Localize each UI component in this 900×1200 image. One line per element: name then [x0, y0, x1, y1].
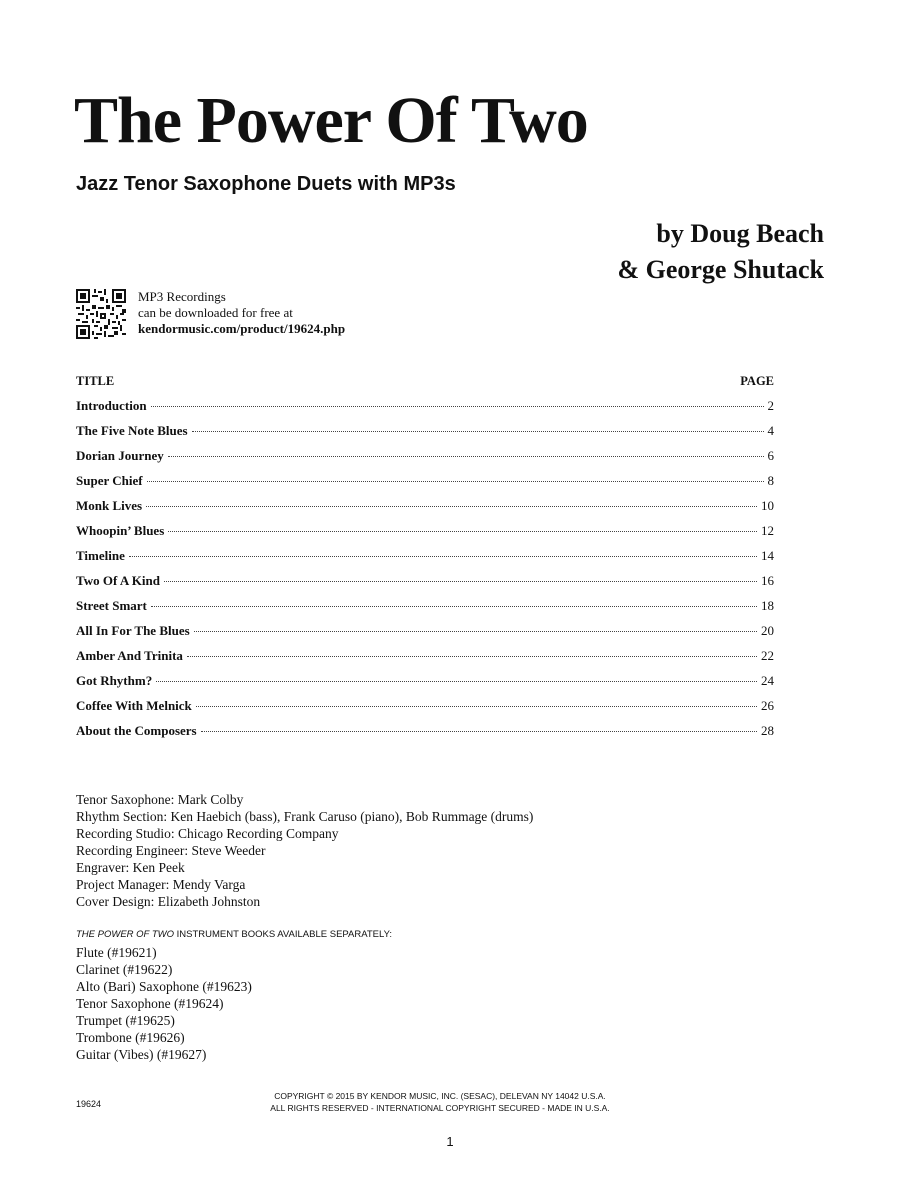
author-line: by Doug Beach	[656, 219, 824, 248]
toc-entry-page: 2	[767, 398, 774, 413]
toc-leader-dots	[151, 406, 764, 407]
toc-leader-dots	[196, 706, 757, 707]
toc-entry-title: Coffee With Melnick	[76, 698, 192, 713]
toc-leader-dots	[164, 581, 757, 582]
toc-leader-dots	[129, 556, 757, 557]
toc-entry-title: Dorian Journey	[76, 448, 164, 463]
toc-entry[interactable]	[76, 523, 774, 548]
toc-entry-page: 4	[767, 423, 774, 438]
toc-entry-title: Timeline	[76, 548, 125, 563]
toc-entry[interactable]	[76, 573, 774, 598]
credit-line: Engraver: Ken Peek	[76, 860, 185, 875]
toc-entry[interactable]	[76, 673, 774, 698]
books-list	[76, 944, 392, 1063]
copyright	[230, 1090, 650, 1114]
credit-line: Project Manager: Mendy Varga	[76, 877, 246, 892]
book-item: Trumpet (#19625)	[76, 1013, 175, 1028]
toc-entry-page: 24	[761, 673, 774, 688]
toc-leader-dots	[168, 456, 764, 457]
toc-leader-dots	[146, 506, 757, 507]
authors	[617, 216, 824, 288]
toc-entry-page: 28	[761, 723, 774, 738]
toc-page-header: PAGE	[740, 374, 774, 388]
toc-entry[interactable]	[76, 473, 774, 498]
toc-entry[interactable]	[76, 398, 774, 423]
book-item: Tenor Saxophone (#19624)	[76, 996, 224, 1011]
toc-leader-dots	[192, 431, 764, 432]
toc-entry-title: About the Composers	[76, 723, 197, 738]
toc-entry-page: 12	[761, 523, 774, 538]
toc-title-header: TITLE	[76, 374, 115, 388]
table-of-contents	[76, 398, 774, 748]
book-item: Flute (#19621)	[76, 945, 157, 960]
toc-entry[interactable]	[76, 723, 774, 748]
credits	[76, 791, 533, 910]
mp3-line: MP3 Recordings	[138, 289, 226, 304]
subtitle: Jazz Tenor Saxophone Duets with MP3s	[76, 173, 456, 195]
book-item: Alto (Bari) Saxophone (#19623)	[76, 979, 252, 994]
mp3-text	[138, 289, 345, 339]
toc-entry-title: Amber And Trinita	[76, 648, 183, 663]
toc-leader-dots	[201, 731, 757, 732]
toc-entry-title: Two Of A Kind	[76, 573, 160, 588]
author-line: & George Shutack	[617, 255, 824, 284]
book-item: Guitar (Vibes) (#19627)	[76, 1047, 207, 1062]
toc-entry[interactable]	[76, 448, 774, 473]
toc-entry-page: 10	[761, 498, 774, 513]
toc-leader-dots	[187, 656, 757, 657]
toc-entry[interactable]	[76, 648, 774, 673]
toc-leader-dots	[168, 531, 757, 532]
toc-header	[76, 374, 774, 389]
toc-leader-dots	[151, 606, 757, 607]
toc-leader-dots	[194, 631, 757, 632]
toc-entry-page: 8	[767, 473, 774, 488]
books-header	[76, 926, 392, 943]
page-number: 1	[446, 1134, 454, 1149]
credit-line: Recording Studio: Chicago Recording Company	[76, 826, 339, 841]
book-item: Clarinet (#19622)	[76, 962, 173, 977]
toc-entry[interactable]	[76, 548, 774, 573]
toc-entry-title: Super Chief	[76, 473, 143, 488]
copyright-line: ALL RIGHTS RESERVED - INTERNATIONAL COPYRIGHT SECURED - MADE IN U.S.A.	[270, 1103, 610, 1113]
toc-entry-page: 16	[761, 573, 774, 588]
toc-entry-page: 26	[761, 698, 774, 713]
toc-entry-title: Introduction	[76, 398, 147, 413]
toc-entry-title: Monk Lives	[76, 498, 143, 513]
toc-entry-title: Street Smart	[76, 598, 147, 613]
toc-entry[interactable]	[76, 423, 774, 448]
mp3-info	[76, 289, 345, 339]
toc-entry-title: Got Rhythm?	[76, 673, 153, 688]
toc-entry-title: All In For The Blues	[76, 623, 190, 638]
books-header-series: THE POWER OF TWO	[76, 929, 174, 940]
credit-line: Recording Engineer: Steve Weeder	[76, 843, 266, 858]
mp3-line: can be downloaded for free at	[138, 305, 293, 320]
credit-line: Cover Design: Elizabeth Johnston	[76, 894, 261, 909]
toc-entry[interactable]	[76, 598, 774, 623]
mp3-url-link[interactable]: kendormusic.com/product/19624.php	[138, 321, 346, 336]
toc-entry-page: 22	[761, 648, 774, 663]
books-header-text: INSTRUMENT BOOKS AVAILABLE SEPARATELY:	[174, 929, 393, 940]
book-item: Trombone (#19626)	[76, 1030, 185, 1045]
credit-line: Rhythm Section: Ken Haebich (bass), Frank Caruso (piano), Bob Rummage (drums)	[76, 809, 534, 824]
page-title: The Power Of Two	[74, 84, 588, 157]
toc-entry-page: 14	[761, 548, 774, 563]
credit-line: Tenor Saxophone: Mark Colby	[76, 792, 244, 807]
catalog-number: 19624	[76, 1099, 102, 1109]
toc-leader-dots	[147, 481, 764, 482]
toc-entry-page: 20	[761, 623, 774, 638]
toc-entry[interactable]	[76, 698, 774, 723]
toc-entry-page: 18	[761, 598, 774, 613]
instrument-books	[76, 926, 392, 1063]
toc-entry-page: 6	[767, 448, 774, 463]
toc-entry-title: Whoopin’ Blues	[76, 523, 165, 538]
toc-entry-title: The Five Note Blues	[76, 423, 188, 438]
toc-entry[interactable]	[76, 623, 774, 648]
qr-code-icon[interactable]	[76, 289, 126, 339]
toc-entry[interactable]	[76, 498, 774, 523]
copyright-line: COPYRIGHT © 2015 BY KENDOR MUSIC, INC. (SESAC), DELEVAN NY 14042 U.S.A.	[274, 1091, 606, 1101]
toc-leader-dots	[156, 681, 757, 682]
